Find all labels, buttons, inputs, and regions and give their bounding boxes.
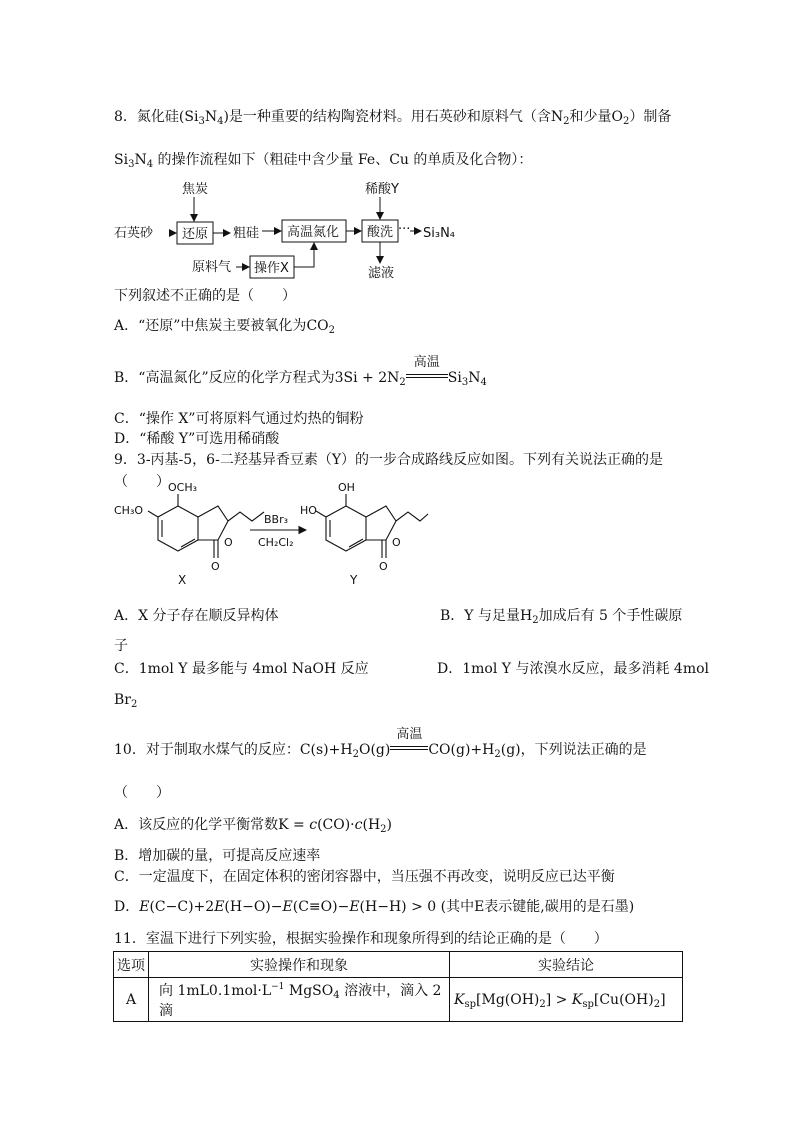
- flow-dots: ···: [398, 222, 411, 237]
- q8-option-d: D．“稀酸 Y”可选用稀硝酸: [114, 431, 280, 447]
- q10-condition-arrow: 高温: [390, 740, 428, 760]
- flow-jiaotan: 焦炭: [182, 182, 209, 197]
- q8-line2: $Si_3N_4$ 的操作流程如下（粗硅中含少量 Fe、Cu 的单质及化合物）：: [114, 152, 533, 170]
- q8-flow-diagram: [110, 178, 460, 288]
- x-ring-o-label: O: [224, 536, 233, 549]
- q9-option-d-cont: $Br_2$: [114, 692, 138, 710]
- q9-reaction-diagram: [110, 476, 430, 596]
- q9-option-d: D．1mol Y 与浓溴水反应，最多消耗 4mol: [437, 661, 709, 677]
- y-ring-o-label: O: [392, 536, 401, 549]
- flow-huanyuan: 还原: [182, 227, 209, 242]
- q8-option-c: C．“操作 X”可将原料气通过灼热的铜粉: [114, 411, 364, 427]
- y-carbonyl-o-label: O: [379, 560, 388, 573]
- flow-xisuan: 稀酸Y: [365, 182, 399, 197]
- flow-gaowen: 高温氮化: [287, 225, 340, 240]
- q9-stem: 9．3-丙基-5，6-二羟基异香豆素（Y）的一步合成路线反应如图。下列有关说法正确的是: [114, 452, 664, 468]
- flow-cugui: 粗硅: [233, 226, 260, 241]
- q10-stem: 10．对于制取水煤气的反应：$C(s)+H_2O(g)$ 高温 $CO(g)+H_2(g)$，下列说法正确的是: [114, 727, 647, 760]
- flow-product: Si₃N₄: [423, 226, 456, 241]
- flow-shiyingsha: 石英砂: [114, 226, 154, 241]
- y-oh-label: OH: [338, 481, 355, 494]
- q9-paren: （ ）: [114, 474, 170, 490]
- q9-option-a: A．X 分子存在顺反异构体: [114, 608, 279, 624]
- q10-option-a: A．该反应的化学平衡常数$K = c(CO)\cdot c(H_2)$: [114, 817, 392, 835]
- x-carbonyl-o-label: O: [211, 560, 220, 573]
- q10-option-c: C．一定温度下，在固定体积的密闭容器中，当压强不再改变，说明反应已达平衡: [114, 869, 615, 885]
- q8-b-condition-arrow: 高温: [406, 368, 448, 388]
- q11-header-conclusion: 实验结论: [450, 952, 683, 978]
- q11-row-a-operation: 向 $1mL0.1mol\cdot L^{-1}$ MgSO$_4$ 溶液中，滴入 2 滴: [149, 978, 450, 1022]
- label-x: X: [178, 573, 187, 587]
- q8-option-a: A．“还原”中焦炭主要被氧化为$CO_2$: [114, 318, 336, 336]
- y-ho-label: HO: [300, 504, 317, 517]
- flow-yuanliaoqi: 原料气: [192, 260, 232, 275]
- q11-row-a-option: A: [114, 978, 149, 1022]
- q8-stem: 下列叙述不正确的是（ ）: [114, 288, 296, 304]
- q11-table: [113, 951, 683, 1022]
- x-ch3o-label: CH₃O: [114, 504, 144, 517]
- q8-option-b: B．“高温氮化”反应的化学方程式为$3Si + 2N_2$ 高温 $Si_3N_4$: [114, 355, 487, 388]
- q11-stem: 11．室温下进行下列实验，根据实验操作和现象所得到的结论正确的是（ ）: [114, 931, 608, 947]
- q9-option-c: C．1mol Y 最多能与 4mol NaOH 反应: [114, 661, 369, 677]
- q9-option-b: B．Y 与足量$H_2$加成后有 5 个手性碳原: [440, 608, 683, 626]
- reagent-bbr3: BBr₃: [264, 513, 289, 526]
- flow-lvye: 滤液: [368, 266, 395, 281]
- q11-header-operation: 实验操作和现象: [149, 952, 450, 978]
- label-y: Y: [350, 573, 358, 587]
- q10-option-b: B．增加碳的量，可提高反应速率: [114, 848, 321, 864]
- q11-header-option: 选项: [114, 952, 149, 978]
- q8-line1: 8．氮化硅$(Si_3N_4)$是一种重要的结构陶瓷材料。用石英砂和原料气（含$N_2$和少量$O_2$）制备: [114, 109, 672, 127]
- flow-caozuo: 操作X: [254, 261, 289, 276]
- flow-suanxi: 酸洗: [367, 225, 394, 240]
- q11-row-a-conclusion: $K_{sp}[Mg(OH)_2] > K_{sp}[Cu(OH)_2]$: [450, 978, 683, 1022]
- x-och3-label: OCH₃: [168, 481, 198, 494]
- q10-option-d: D．E(C−C)+2E(H−O)−E(C≡O)−E(H−H) > 0 (其中E表示键能,碳用的是石墨): [114, 899, 635, 915]
- reagent-ch2cl2: CH₂Cl₂: [258, 536, 294, 549]
- q10-paren: （ ）: [114, 785, 170, 801]
- q9-option-b-cont: 子: [114, 638, 128, 654]
